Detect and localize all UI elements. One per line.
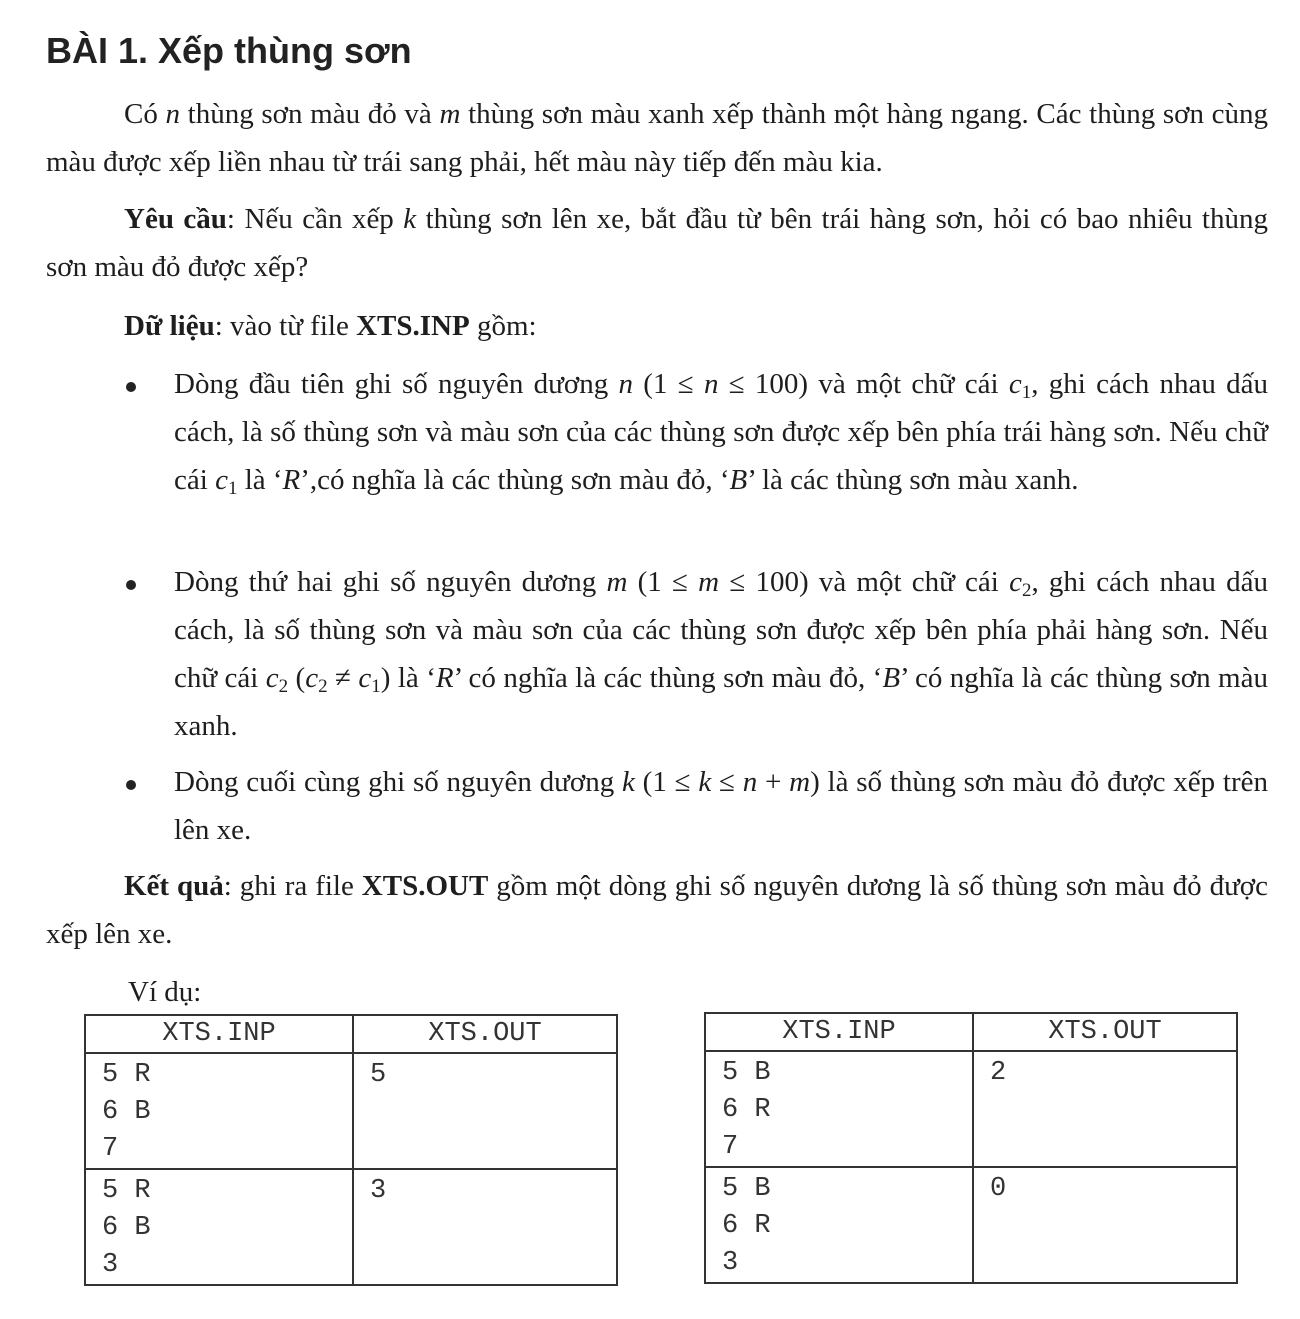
- subscript: 2: [278, 676, 289, 697]
- bullet-item-3: [174, 758, 1268, 854]
- table-row: [705, 1051, 1237, 1167]
- var: n: [618, 368, 634, 400]
- text: (1 ≤: [634, 766, 699, 798]
- input-filename: XTS.INP: [356, 310, 470, 342]
- text: : vào từ file: [214, 310, 357, 342]
- output-filename: XTS.OUT: [361, 870, 489, 902]
- input-line: 6 B: [102, 1213, 151, 1243]
- input-cell: [85, 1053, 353, 1169]
- text: ≤ 100) và một chữ cái: [718, 368, 1009, 400]
- text: ) là số thùng sơn màu đỏ được xếp trên lên xe.: [174, 766, 1269, 846]
- bullet-dot: [126, 580, 136, 590]
- text: ≤ 100) và một chữ cái: [719, 566, 1010, 598]
- input-cell: [705, 1051, 973, 1167]
- output-paragraph: [46, 862, 1268, 958]
- output-cell: [353, 1169, 617, 1285]
- text: (1 ≤: [627, 566, 699, 598]
- text: thùng sơn lên xe, bắt đầu từ bên trái hàng sơn, hỏi có bao nhiêu thùng sơn màu đỏ được xếp?: [46, 203, 1268, 283]
- column-header: XTS.OUT: [353, 1015, 617, 1053]
- text: thùng sơn màu xanh xếp thành một hàng ngang. Các thùng sơn cùng màu được xếp liền nhau từ trái sang phải, hết màu này tiếp đến màu kia.: [46, 98, 1269, 178]
- var: c: [1008, 368, 1022, 400]
- input-line: 7: [102, 1134, 119, 1164]
- input-paragraph: [46, 302, 1268, 350]
- text: ’,có nghĩa là các thùng sơn màu đỏ, ‘: [300, 464, 730, 496]
- bullet-dot: [126, 780, 136, 790]
- intro-paragraph: [46, 90, 1268, 186]
- text: (: [288, 662, 306, 694]
- table-row: [705, 1167, 1237, 1283]
- input-line: 6 R: [722, 1211, 771, 1241]
- subscript: 1: [371, 676, 381, 697]
- example-table-2: [704, 1012, 1238, 1284]
- var: c: [215, 464, 228, 496]
- var: m: [789, 766, 811, 798]
- var: m: [698, 566, 720, 598]
- var: B: [882, 662, 901, 694]
- table-row: [85, 1169, 617, 1285]
- subscript: 2: [1021, 580, 1032, 601]
- var: R: [435, 662, 454, 694]
- subscript: 2: [318, 676, 328, 697]
- input-cell: [85, 1169, 353, 1285]
- text: là ‘: [390, 662, 436, 694]
- input-line: 6 R: [722, 1095, 771, 1125]
- text: , ghi cách nhau dấu cách, là số thùng sơn và màu sơn của các thùng sơn được xếp bên phía phải hàng sơn. Nếu chữ cái: [174, 566, 1268, 694]
- output-cell: [353, 1053, 617, 1169]
- text: Dòng thứ hai ghi số nguyên dương: [174, 566, 607, 598]
- var-m: m: [439, 98, 461, 130]
- output-cell: [973, 1051, 1237, 1167]
- input-line: 5 R: [102, 1176, 151, 1206]
- output-line: 5: [370, 1060, 387, 1090]
- bullet-dot: [126, 382, 136, 392]
- subscript: 1: [227, 478, 238, 499]
- input-label: Dữ liệu: [124, 310, 215, 342]
- text: là ‘: [237, 464, 283, 496]
- text: Có: [124, 98, 166, 130]
- column-header: XTS.INP: [85, 1015, 353, 1053]
- example-table-1: [84, 1014, 618, 1286]
- input-line: 3: [722, 1248, 739, 1278]
- var: n: [742, 766, 758, 798]
- column-header: XTS.OUT: [973, 1013, 1237, 1051]
- var: R: [282, 464, 301, 496]
- var-k: k: [403, 203, 417, 235]
- table-header-row: [705, 1013, 1237, 1051]
- output-cell: [973, 1167, 1237, 1283]
- var-n: n: [165, 98, 181, 130]
- column-header: XTS.INP: [705, 1013, 973, 1051]
- text: ’ là các thùng sơn màu xanh.: [747, 464, 1079, 496]
- var: c: [265, 662, 279, 694]
- problem-title: BÀI 1. Xếp thùng sơn: [46, 30, 412, 71]
- var: k: [622, 766, 635, 798]
- input-line: 5 B: [722, 1058, 771, 1088]
- text: : ghi ra file: [223, 870, 362, 902]
- input-line: 3: [102, 1250, 119, 1280]
- text: ’ có nghĩa là các thùng sơn màu xanh.: [174, 662, 1268, 742]
- bullet-item-1: [174, 360, 1268, 504]
- text: (1 ≤: [633, 368, 704, 400]
- var: c: [305, 662, 319, 694]
- text: gồm:: [469, 310, 537, 342]
- text: thùng sơn màu đỏ và: [180, 98, 440, 130]
- requirement-label: Yêu cầu: [124, 203, 227, 235]
- output-line: 3: [370, 1176, 387, 1206]
- example-label: Ví dụ:: [128, 976, 202, 1008]
- var: B: [729, 464, 748, 496]
- var: n: [703, 368, 719, 400]
- input-cell: [705, 1167, 973, 1283]
- input-line: 5 B: [722, 1174, 771, 1204]
- text: gồm một dòng ghi số nguyên dương là số thùng sơn màu đỏ được xếp lên xe.: [46, 870, 1269, 950]
- input-line: 7: [722, 1132, 739, 1162]
- var: c: [358, 662, 372, 694]
- bullet-item-2: [174, 558, 1268, 750]
- requirement-paragraph: [46, 195, 1268, 291]
- output-line: 0: [990, 1174, 1007, 1204]
- text: : Nếu cần xếp: [226, 203, 404, 235]
- text: ’ có nghĩa là các thùng sơn màu đỏ, ‘: [453, 662, 883, 694]
- text: Dòng đầu tiên ghi số nguyên dương: [174, 368, 619, 400]
- input-line: 5 R: [102, 1060, 151, 1090]
- var: m: [606, 566, 628, 598]
- text: ): [380, 662, 391, 694]
- text: +: [757, 766, 790, 798]
- output-line: 2: [990, 1058, 1007, 1088]
- table-header-row: [85, 1015, 617, 1053]
- output-label: Kết quả: [124, 870, 224, 902]
- text: ≤: [711, 766, 743, 798]
- var: k: [698, 766, 712, 798]
- text: ≠: [327, 662, 359, 694]
- text: Dòng cuối cùng ghi số nguyên dương: [174, 766, 623, 798]
- subscript: 1: [1021, 382, 1032, 403]
- input-line: 6 B: [102, 1097, 151, 1127]
- table-row: [85, 1053, 617, 1169]
- text: , ghi cách nhau dấu cách, là số thùng sơn và màu sơn của các thùng sơn được xếp bên phía trái hàng sơn. Nếu chữ cái: [174, 368, 1269, 496]
- var: c: [1009, 566, 1022, 598]
